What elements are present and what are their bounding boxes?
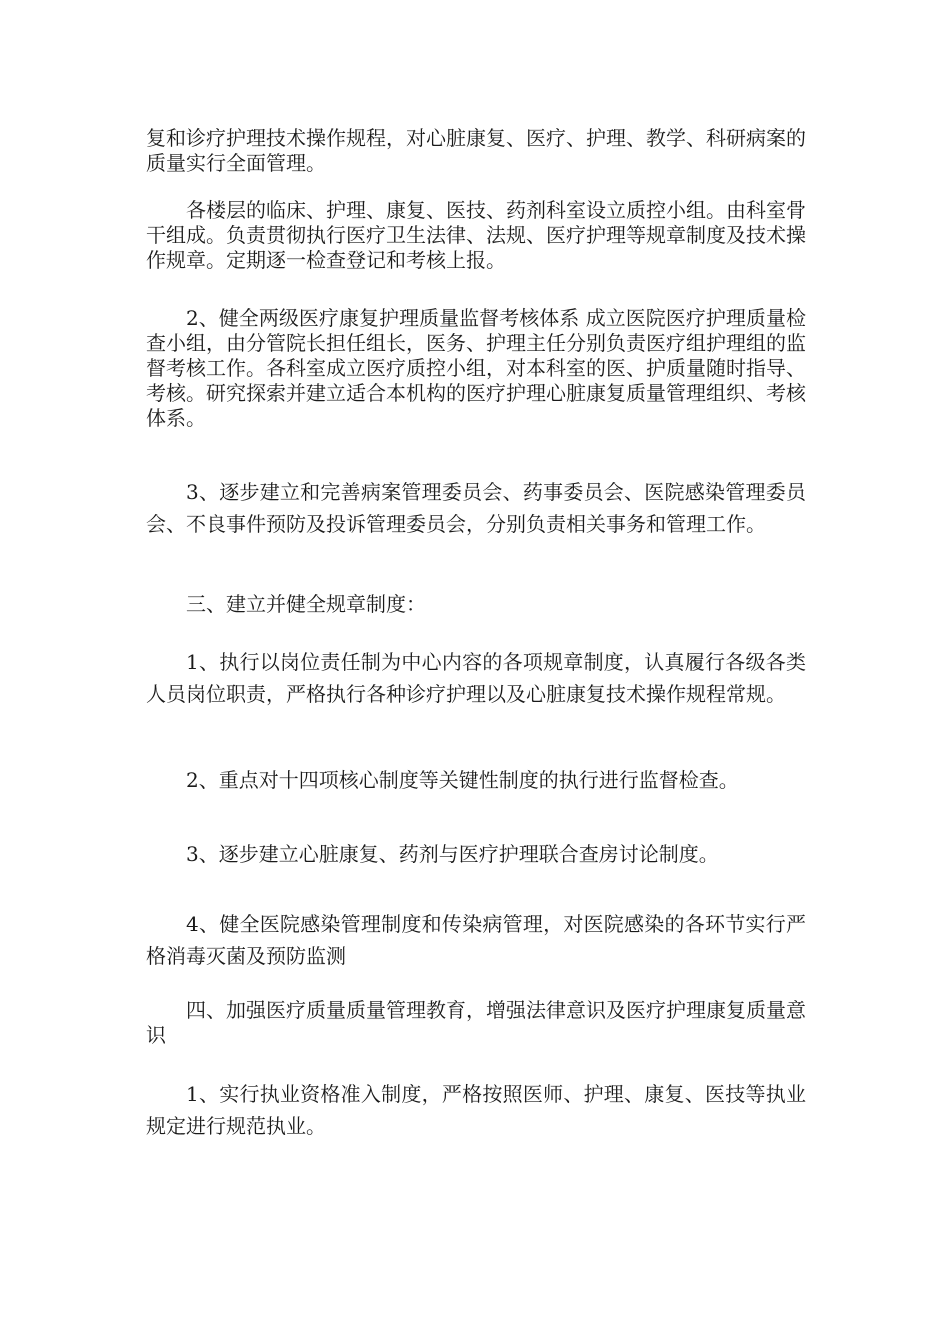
paragraph-item-3-committees: 3、逐步建立和完善病案管理委员会、药事委员会、医院感染管理委员会、不良事件预防及投诉管理委员会，分别负责相关事务和管理工作。: [146, 480, 806, 536]
section-heading-3: 三、建立并健全规章制度：: [186, 592, 426, 616]
paragraph-item-1-responsibility: 1、执行以岗位责任制为中心内容的各项规章制度，认真履行各级各类人员岗位职责，严格执行各种诊疗护理以及心脏康复技术操作规程常规。: [146, 650, 806, 706]
paragraph-item-4-infection: 4、健全医院感染管理制度和传染病管理，对医院感染的各环节实行严格消毒灭菌及预防监测: [146, 912, 806, 968]
paragraph-item-2-supervision: 2、健全两级医疗康复护理质量监督考核体系 成立医院医疗护理质量检查小组，由分管院长担任组长，医务、护理主任分别负责医疗组护理组的监督考核工作。各科室成立医疗质控小组，对本科室的医、护质量随时指导、考核。研究探索并建立适合本机构的医疗护理心脏康复质量管理组织、考核体系。: [146, 306, 806, 430]
paragraph-quality-groups: 各楼层的临床、护理、康复、医技、药剂科室设立质控小组。由科室骨干组成。负责贯彻执行医疗卫生法律、法规、医疗护理等规章制度及技术操作规章。定期逐一检查登记和考核上报。: [146, 198, 806, 272]
section-heading-4: 四、加强医疗质量质量管理教育，增强法律意识及医疗护理康复质量意识: [146, 998, 806, 1047]
paragraph-item-3-joint-rounds: 3、逐步建立心脏康复、药剂与医疗护理联合查房讨论制度。: [186, 842, 719, 866]
paragraph-continuation: 复和诊疗护理技术操作规程，对心脏康复、医疗、护理、教学、科研病案的质量实行全面管理。: [146, 126, 806, 175]
paragraph-item-1-qualification: 1、实行执业资格准入制度，严格按照医师、护理、康复、医技等执业规定进行规范执业。: [146, 1082, 806, 1138]
paragraph-item-2-core-system: 2、重点对十四项核心制度等关键性制度的执行进行监督检查。: [186, 768, 739, 792]
